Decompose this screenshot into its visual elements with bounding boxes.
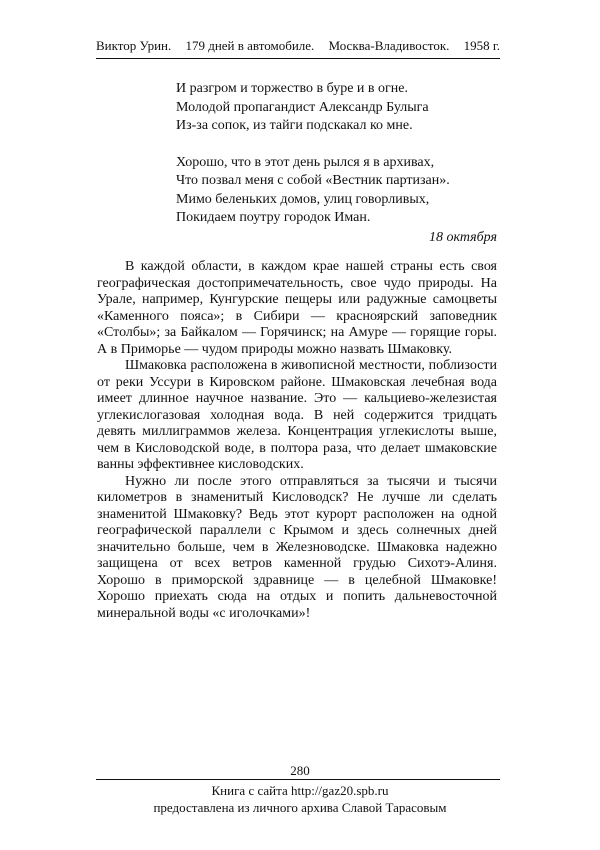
paragraph: Нужно ли после этого отправляться за тысячи и тысячи километров в знаменитый Кисловодск? Не лучше ли сделать знаменитой Шмаковку? Ведь этот курорт расположен на одной географической параллели с Крымом и здесь солнечных дней значительно больше, чем в Железноводске. Шмаковка надежно защищена от всех ветров каменной грудью Сихотэ-Алиня. Хорошо в приморской здравнице — в целебной Шмаковке! Хорошо приехать сюда на отдых и попить дальневосточной минеральной воды «с иголочками»! [97,473,497,621]
header-year: 1958 г. [463,38,500,53]
page-number: 280 [290,763,310,778]
poem-stanza [176,80,450,136]
poem [176,80,450,246]
poem-line: Покидаем поутру городок Иман. [176,210,371,225]
poem-stanza [176,154,450,228]
poem-line: Из-за сопок, из тайги подскакал ко мне. [176,118,413,133]
diary-date: 18 октября [428,230,497,245]
header-route: Москва-Владивосток. [328,38,450,53]
body-text [97,259,497,622]
header-author: Виктор Урин. [96,38,172,53]
running-header [96,38,500,59]
footer-credits [0,782,600,816]
header-title: 179 дней в автомобиле. [185,38,315,53]
poem-line: Что позвал меня с собой «Вестник партизан». [176,173,450,188]
poem-line: Молодой пропагандист Александр Булыга [176,99,429,115]
footer-credit: предоставлена из личного архива Славой Тарасовым [153,800,447,815]
footer-source: Книга с сайта http://gaz20.spb.ru [211,783,389,798]
poem-line: Хорошо, что в этот день рылся я в архивах, [176,154,435,170]
poem-line: Мимо беленьких домов, улиц говорливых, [176,191,430,207]
paragraph: В каждой области, в каждом крае нашей страны есть своя географическая достопримечательность, свое чудо природы. На Урале, например, Кунгурские пещеры или радужные самоцветы «Каменного пояса»; в Сибири — красноярский заповедник «Столбы»; за Байкалом — Горячинск; на Амуре — горящие горы. А в Приморье — чудом природы можно назвать Шмаковку. [97,259,497,357]
footer-divider [96,779,500,780]
paragraph: Шмаковка расположена в живописной местности, поблизости от реки Уссури в Кировском районе. Шмаковская лечебная вода имеет длинное научное название. Это — кальциево-железистая углекислогазовая холодная вода. В ней содержится тридцать девять миллиграммов железа. Концентрация углекислоты выше, чем в Кисловодской воде, в полтора раза, что делает шмаковские ванны эффективнее кисловодских. [97,358,497,472]
poem-line: И разгром и торжество в буре и в огне. [176,81,408,96]
